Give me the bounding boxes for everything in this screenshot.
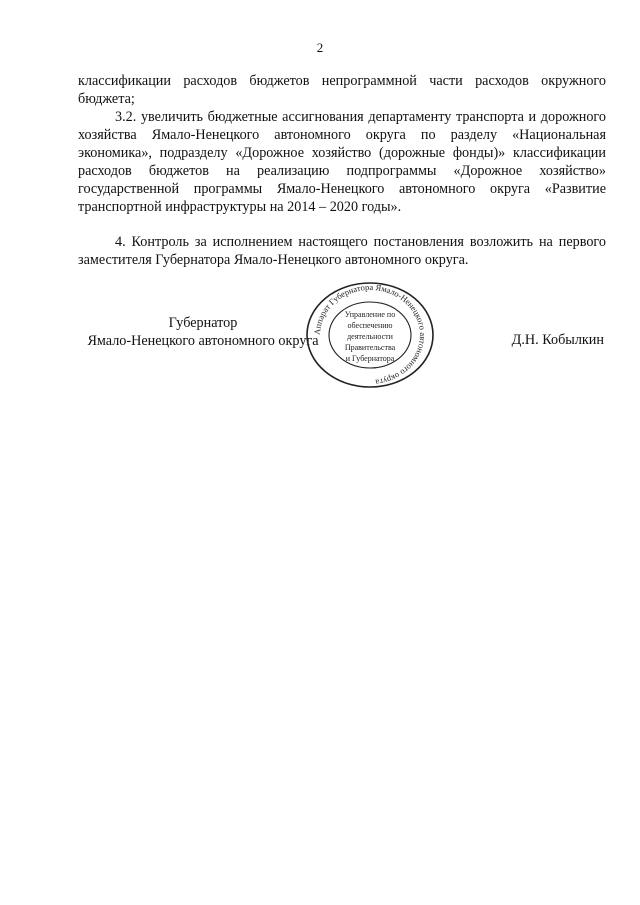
signatory-region: Ямало-Ненецкого автономного округа — [87, 333, 319, 349]
official-seal — [303, 281, 437, 389]
signatory-position — [78, 314, 328, 350]
seal-line-3: деятельности — [347, 332, 393, 341]
paragraph-3-2: 3.2. увеличить бюджетные ассигнования департаменту транспорта и дорожного хозяйства Ямало-Ненецкого автономного округа по разделу «Национальная экономика», подразделу «Дорожное хозяйство (дорожные фонды)» классификации расходов бюджетов на реализацию подпрограммы «Дорожное хозяйство» государственной программы Ямало-Ненецкого автономного округа «Развитие транспортной инфраструктуры на 2014 – 2020 годы». — [78, 109, 606, 215]
page-number: 2 — [316, 40, 324, 55]
seal-line-5: и Губернатора — [345, 354, 395, 363]
paragraph-continuation: классификации расходов бюджетов непрограммной части расходов окружного бюджета; — [78, 73, 606, 107]
seal-ring-text: Аппарат Губернатора Ямало-Ненецкого автономного округа — [311, 281, 429, 388]
seal-line-4: Правительства — [344, 343, 396, 352]
seal-line-1: Управление по — [344, 310, 396, 319]
seal-line-2: обеспечению — [347, 321, 393, 330]
signatory-title: Губернатор — [168, 315, 238, 331]
paragraph-4: 4. Контроль за исполнением настоящего постановления возложить на первого заместителя Губернатора Ямало-Ненецкого автономного округа. — [78, 234, 606, 268]
signatory-name: Д.Н. Кобылкин — [511, 332, 604, 348]
